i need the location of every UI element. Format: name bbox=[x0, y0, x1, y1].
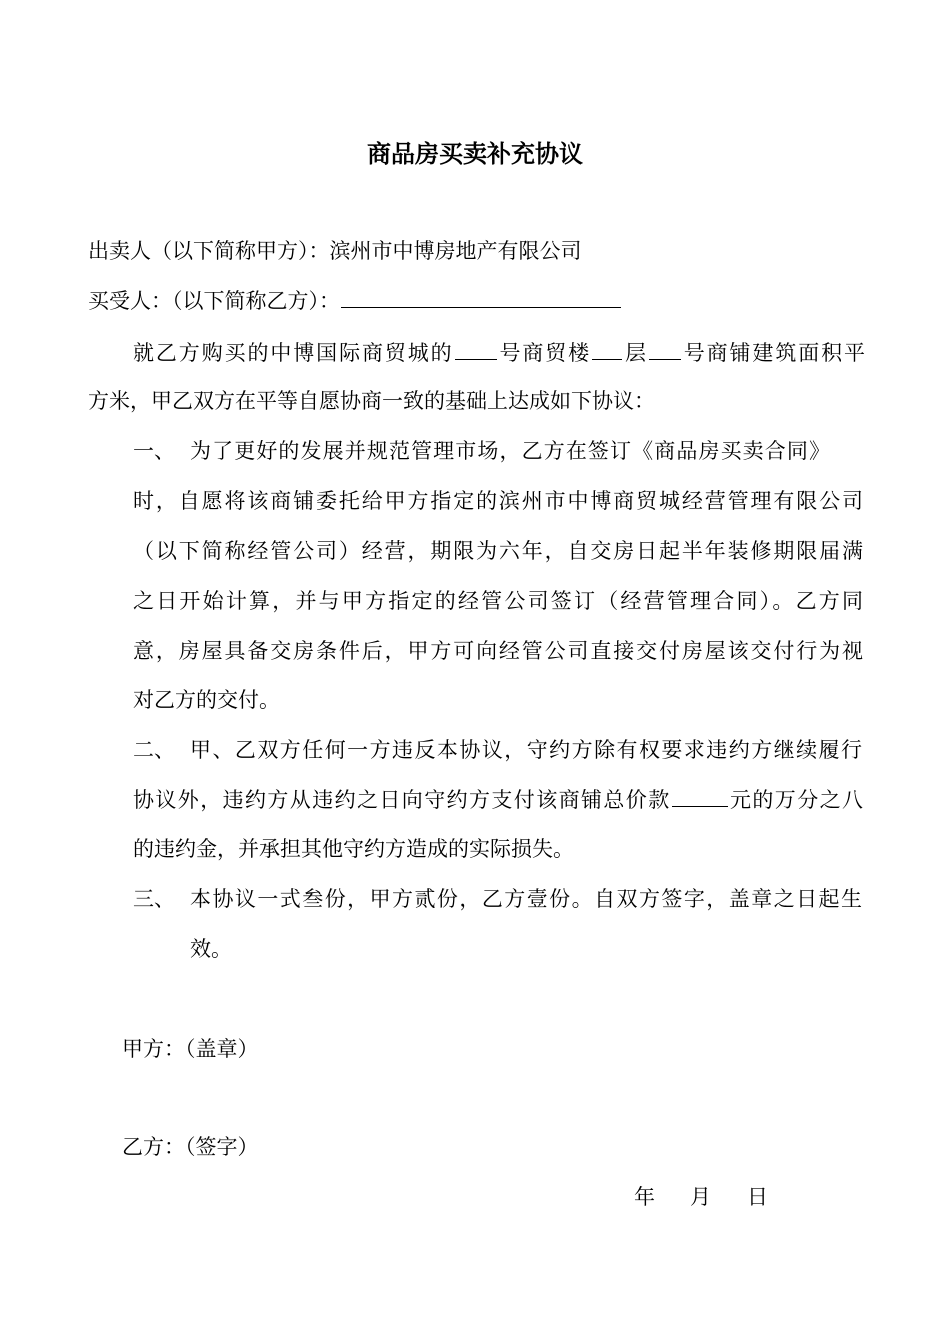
buyer-line bbox=[88, 286, 622, 316]
clause-2-text-b: 元的万分之八 bbox=[728, 788, 864, 812]
date-year: 年 bbox=[634, 1185, 655, 1209]
party-a-signature: 甲方：（盖章） bbox=[122, 1037, 259, 1061]
party-b-signature: 乙方：（签字） bbox=[122, 1135, 259, 1159]
floor-blank bbox=[592, 339, 622, 360]
document-title: 商品房买卖补充协议 bbox=[367, 140, 583, 168]
price-blank bbox=[672, 786, 728, 807]
clause-3-number: 三、 bbox=[133, 887, 175, 911]
clause-1-line-3: （以下简称经管公司）经营，期限为六年，自交房日起半年装修期限届满 bbox=[133, 539, 863, 563]
shop-number-blank bbox=[649, 339, 681, 360]
clause-1-line-4: 之日开始计算，并与甲方指定的经管公司签订（经营管理合同）。乙方同 bbox=[133, 589, 863, 613]
clause-2-line-1: 甲、乙双方任何一方违反本协议，守约方除有权要求违约方继续履行 bbox=[190, 738, 862, 762]
clause-1-line-6: 对乙方的交付。 bbox=[133, 688, 280, 712]
clause-2-number: 二、 bbox=[133, 738, 175, 762]
clause-3-line-1: 本协议一式叁份，甲方贰份，乙方壹份。自双方签字，盖章之日起生 bbox=[190, 887, 862, 911]
seller-line: 出卖人（以下简称甲方）：滨州市中博房地产有限公司 bbox=[88, 239, 582, 263]
intro-text-3: 层 bbox=[623, 341, 648, 365]
intro-text-1: 就乙方购买的中博国际商贸城的 bbox=[133, 341, 454, 365]
clause-3-line-2: 效。 bbox=[190, 937, 232, 961]
clause-1-line-5: 意，房屋具备交房条件后，甲方可向经管公司直接交付房屋该交付行为视 bbox=[133, 639, 863, 663]
date-day: 日 bbox=[747, 1185, 768, 1209]
date-month: 月 bbox=[690, 1185, 711, 1209]
buyer-label: 买受人：（以下简称乙方）： bbox=[88, 289, 340, 313]
clause-2-line-2 bbox=[133, 785, 863, 815]
clause-1-line-1: 为了更好的发展并规范管理市场，乙方在签订《商品房买卖合同》 bbox=[190, 439, 830, 463]
clause-1-number: 一、 bbox=[133, 439, 175, 463]
clause-1-line-2: 时，自愿将该商铺委托给甲方指定的滨州市中博商贸城经营管理有限公司 bbox=[133, 489, 863, 513]
building-number-blank bbox=[455, 339, 497, 360]
intro-text-4: 号商铺建筑面积平 bbox=[681, 341, 866, 365]
intro-line-2: 方米，甲乙双方在平等自愿协商一致的基础上达成如下协议： bbox=[88, 389, 655, 413]
intro-line-1 bbox=[133, 338, 865, 368]
clause-2-text-a: 协议外，违约方从违约之日向守约方支付该商铺总价款 bbox=[133, 788, 671, 812]
intro-text-2: 号商贸楼 bbox=[497, 341, 592, 365]
clause-2-line-3: 的违约金，并承担其他守约方造成的实际损失。 bbox=[133, 837, 574, 861]
buyer-name-blank bbox=[341, 287, 621, 308]
